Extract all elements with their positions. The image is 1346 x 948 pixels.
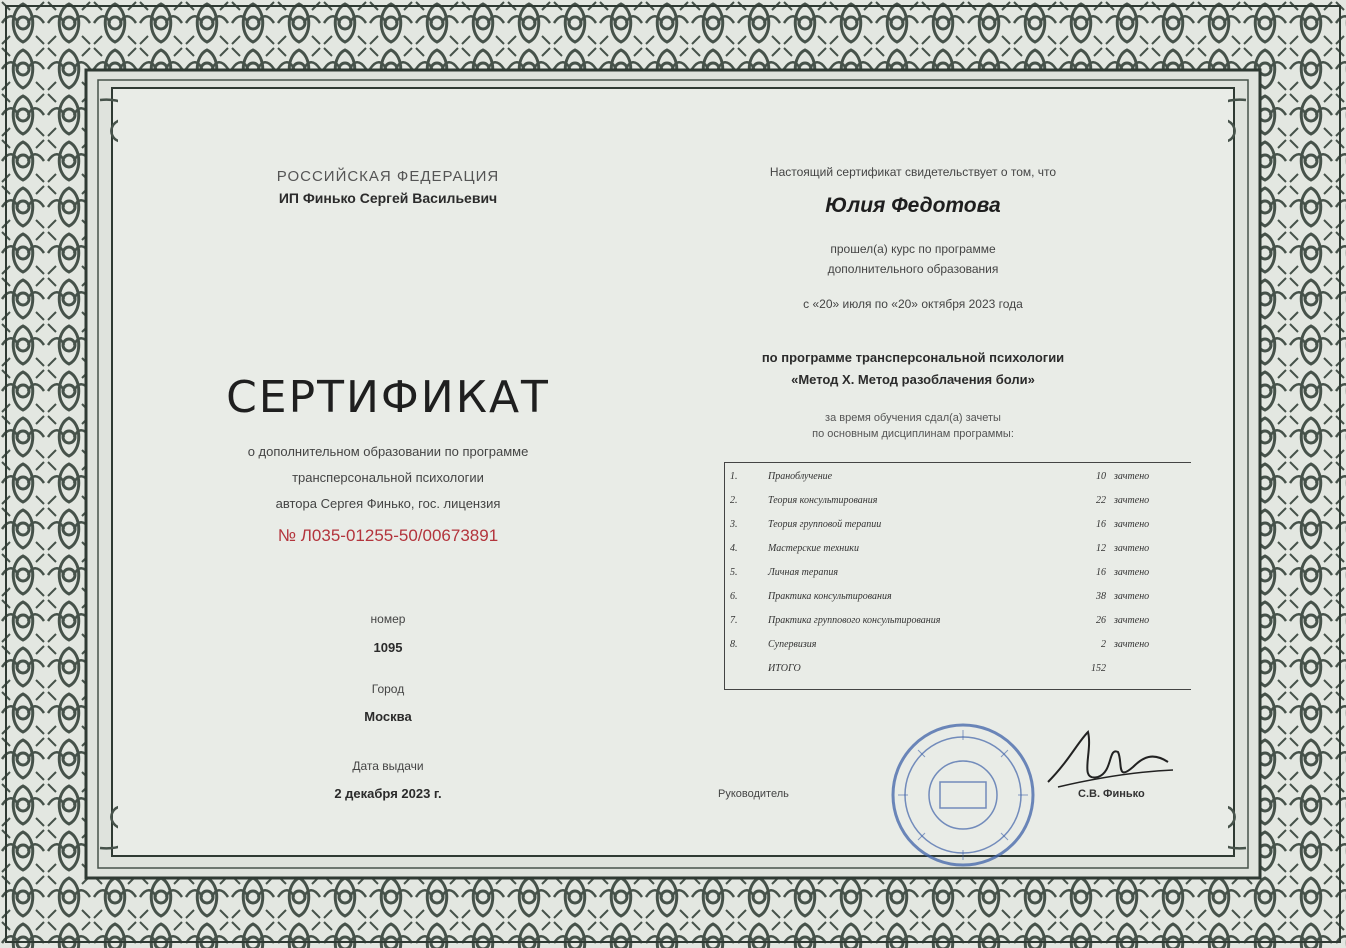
- subject-num: 7.: [730, 614, 738, 626]
- subject-result: зачтено: [1114, 542, 1150, 554]
- subject-num: 3.: [730, 518, 738, 530]
- number-value: 1095: [373, 640, 403, 655]
- subject-hours: 38: [1096, 590, 1106, 602]
- exams-line-2: по основным дисциплинам программы:: [812, 428, 1014, 440]
- subject-row: [726, 536, 1188, 560]
- subject-name: Практика консультирования: [768, 590, 892, 602]
- subject-result: зачтено: [1114, 614, 1150, 626]
- city-label: Город: [371, 682, 405, 696]
- description-line-2: трансперсональной психологии: [292, 470, 484, 485]
- subject-row: [726, 632, 1188, 656]
- subject-hours: 152: [1091, 662, 1106, 674]
- subject-hours: 16: [1096, 518, 1106, 530]
- subject-num: 6.: [730, 590, 738, 602]
- subject-num: [726, 656, 764, 680]
- subject-name: ИТОГО: [768, 662, 801, 674]
- subject-name: Мастерские техники: [768, 542, 859, 554]
- subject-num: 4.: [730, 542, 738, 554]
- subject-row: [726, 560, 1188, 584]
- subject-result: зачтено: [1114, 638, 1150, 650]
- course-line-2: дополнительного образования: [827, 262, 999, 276]
- subject-row: [726, 488, 1188, 512]
- director-name: С.В. Финько: [1078, 788, 1145, 800]
- subject-row: [726, 608, 1188, 632]
- license-number: № Л035-01255-50/00673891: [277, 526, 499, 545]
- subject-hours: 2: [1101, 638, 1106, 650]
- seal-stamp-icon: [888, 720, 1038, 870]
- subject-hours: 22: [1096, 494, 1106, 506]
- certificate-title: СЕРТИФИКАТ: [226, 372, 550, 423]
- subject-hours: 16: [1096, 566, 1106, 578]
- subject-result: зачтено: [1114, 518, 1150, 530]
- subject-result: зачтено: [1114, 494, 1150, 506]
- description-line-1: о дополнительном образовании по программе: [247, 444, 529, 459]
- date-label: Дата выдачи: [352, 759, 424, 773]
- date-value: 2 декабря 2023 г.: [334, 786, 442, 801]
- subject-num: 5.: [730, 566, 738, 578]
- subject-name: Теория консультирования: [768, 494, 878, 506]
- subject-result: зачтено: [1114, 470, 1150, 482]
- study-period: с «20» июля по «20» октября 2023 года: [803, 297, 1023, 311]
- exams-line-1: за время обучения сдал(а) зачеты: [825, 412, 1001, 424]
- subject-hours: 12: [1096, 542, 1106, 554]
- director-label: Руководитель: [718, 788, 789, 800]
- subject-name: Практика группового консультирования: [768, 614, 941, 626]
- number-label: номер: [370, 612, 406, 626]
- federation-heading: РОССИЙСКАЯ ФЕДЕРАЦИЯ: [276, 168, 500, 185]
- course-line-1: прошел(а) курс по программе: [830, 242, 996, 256]
- intro-text: Настоящий сертификат свидетельствует о том, что: [769, 165, 1057, 179]
- subject-name: Личная терапия: [768, 566, 838, 578]
- subject-row: [726, 464, 1188, 488]
- subject-result: зачтено: [1114, 566, 1150, 578]
- recipient-name: Юлия Федотова: [825, 194, 1001, 217]
- certificate-body: [118, 92, 1228, 852]
- subject-name: Теория групповой терапии: [768, 518, 882, 530]
- subject-hours: 10: [1096, 470, 1106, 482]
- subject-num: 1.: [730, 470, 738, 482]
- subject-num: 8.: [730, 638, 738, 650]
- subject-row: [726, 512, 1188, 536]
- program-line-2: «Метод Х. Метод разоблачения боли»: [791, 372, 1035, 387]
- subject-row: [726, 656, 1188, 680]
- city-value: Москва: [364, 709, 412, 724]
- subject-name: Супервизия: [768, 638, 817, 650]
- subject-row: [726, 584, 1188, 608]
- subject-num: 2.: [730, 494, 738, 506]
- description-line-3: автора Сергея Финько, гос. лицензия: [275, 496, 501, 511]
- subject-hours: 26: [1096, 614, 1106, 626]
- subject-result: [1110, 656, 1188, 680]
- subject-result: зачтено: [1114, 590, 1150, 602]
- issuer-name: ИП Финько Сергей Васильевич: [278, 190, 498, 206]
- subject-name: Праноблучение: [768, 470, 833, 482]
- program-line-1: по программе трансперсональной психологии: [761, 350, 1065, 365]
- subjects-table: [726, 464, 1188, 680]
